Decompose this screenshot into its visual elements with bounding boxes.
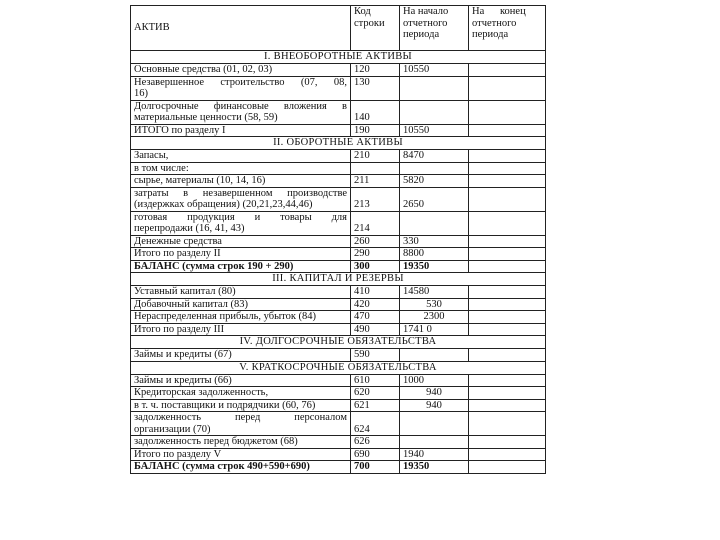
table-row <box>131 311 546 324</box>
table-cell <box>469 323 546 336</box>
table-cell: 590 <box>351 349 400 362</box>
table-cell: 610 <box>351 374 400 387</box>
table-row <box>131 298 546 311</box>
table-cell <box>469 150 546 163</box>
table-cell: 2300 <box>400 311 469 324</box>
table-cell: 10550 <box>400 64 469 77</box>
table-cell: 1940 <box>400 448 469 461</box>
table-cell: Итого по разделу III <box>131 323 351 336</box>
table-cell: БАЛАНС (сумма строк 490+590+690) <box>131 461 351 474</box>
table-row <box>131 399 546 412</box>
table-cell: 213 <box>351 187 400 211</box>
header-start: На начало отчетного периода <box>400 6 469 51</box>
table-cell <box>400 76 469 100</box>
table-cell <box>469 311 546 324</box>
table-row <box>131 150 546 163</box>
table-cell: 120 <box>351 64 400 77</box>
section-title: IV. ДОЛГОСРОЧНЫЕ ОБЯЗАТЕЛЬСТВА <box>131 336 546 349</box>
table-cell: 260 <box>351 235 400 248</box>
balance-sheet-table <box>130 5 546 474</box>
table-cell: 5820 <box>400 175 469 188</box>
table-cell: 214 <box>351 211 400 235</box>
table-cell <box>469 286 546 299</box>
table-cell: 690 <box>351 448 400 461</box>
table-cell: Займы и кредиты (66) <box>131 374 351 387</box>
table-cell: 10550 <box>400 124 469 137</box>
section-title: V. КРАТКОСРОЧНЫЕ ОБЯЗАТЕЛЬСТВА <box>131 361 546 374</box>
table-cell <box>469 76 546 100</box>
table-cell: сырье, материалы (10, 14, 16) <box>131 175 351 188</box>
table-cell: Нераспределенная прибыль, убыток (84) <box>131 311 351 324</box>
table-row <box>131 187 546 211</box>
section-title: II. ОБОРОТНЫЕ АКТИВЫ <box>131 137 546 150</box>
table-cell: Уставный капитал (80) <box>131 286 351 299</box>
table-row <box>131 436 546 449</box>
table-cell <box>469 374 546 387</box>
table-cell: Основные средства (01, 02, 03) <box>131 64 351 77</box>
table-cell <box>469 100 546 124</box>
table-row <box>131 349 546 362</box>
table-cell <box>469 235 546 248</box>
table-cell: 1741 0 <box>400 323 469 336</box>
table-cell: 410 <box>351 286 400 299</box>
table-cell: Добавочный капитал (83) <box>131 298 351 311</box>
table-cell <box>400 100 469 124</box>
table-cell: 290 <box>351 248 400 261</box>
table-cell: 330 <box>400 235 469 248</box>
table-row <box>131 235 546 248</box>
table-cell: 700 <box>351 461 400 474</box>
table-row <box>131 76 546 100</box>
table-row <box>131 412 546 436</box>
header-end: На конец отчетного периода <box>469 6 546 51</box>
table-cell: 1000 <box>400 374 469 387</box>
table-cell: затраты в незавершенном производстве (издержках обращения) (20,21,23,44,46) <box>131 187 351 211</box>
table-row <box>131 260 546 273</box>
table-cell: задолженность перед персоналом организации (70) <box>131 412 351 436</box>
table-cell <box>469 162 546 175</box>
table-row <box>131 64 546 77</box>
table-cell: 19350 <box>400 461 469 474</box>
table-cell: 2650 <box>400 187 469 211</box>
table-cell <box>469 64 546 77</box>
table-cell: 530 <box>400 298 469 311</box>
table-cell: 621 <box>351 399 400 412</box>
table-row <box>131 162 546 175</box>
table-cell <box>469 448 546 461</box>
table-cell <box>469 260 546 273</box>
table-cell <box>469 387 546 400</box>
table-row <box>131 248 546 261</box>
table-cell: 620 <box>351 387 400 400</box>
table-cell: 940 <box>400 387 469 400</box>
table-cell: Итого по разделу II <box>131 248 351 261</box>
table-cell: 420 <box>351 298 400 311</box>
table-row <box>131 211 546 235</box>
table-cell: готовая продукция и товары для перепродажи (16, 41, 43) <box>131 211 351 235</box>
table-cell: в т. ч. поставщики и подрядчики (60, 76) <box>131 399 351 412</box>
table-cell: 211 <box>351 175 400 188</box>
table-cell: 624 <box>351 412 400 436</box>
table-cell: 14580 <box>400 286 469 299</box>
table-cell: Итого по разделу V <box>131 448 351 461</box>
table-row <box>131 323 546 336</box>
table-cell: 940 <box>400 399 469 412</box>
table-cell: 470 <box>351 311 400 324</box>
table-cell <box>469 124 546 137</box>
table-cell: в том числе: <box>131 162 351 175</box>
table-cell: Денежные средства <box>131 235 351 248</box>
table-cell <box>469 412 546 436</box>
section-title: I. ВНЕОБОРОТНЫЕ АКТИВЫ <box>131 51 546 64</box>
table-cell <box>351 162 400 175</box>
table-row <box>131 286 546 299</box>
table-cell: Займы и кредиты (67) <box>131 349 351 362</box>
table-cell <box>469 349 546 362</box>
table-cell: 130 <box>351 76 400 100</box>
table-cell: 190 <box>351 124 400 137</box>
table-cell <box>400 211 469 235</box>
table-cell: Незавершенное строительство (07, 08, 16) <box>131 76 351 100</box>
table-row <box>131 374 546 387</box>
table-cell: 8470 <box>400 150 469 163</box>
table-cell: БАЛАНС (сумма строк 190 + 290) <box>131 260 351 273</box>
table-cell <box>469 211 546 235</box>
table-row <box>131 448 546 461</box>
table-cell <box>469 175 546 188</box>
header-asset: АКТИВ <box>131 6 351 51</box>
table-cell: 626 <box>351 436 400 449</box>
table-cell <box>469 399 546 412</box>
table-row <box>131 461 546 474</box>
table-row <box>131 175 546 188</box>
table-cell: 140 <box>351 100 400 124</box>
table-cell <box>469 461 546 474</box>
table-cell <box>400 349 469 362</box>
table-row <box>131 124 546 137</box>
table-cell: Кредиторская задолженность, <box>131 387 351 400</box>
table-row <box>131 100 546 124</box>
header-code: Код строки <box>351 6 400 51</box>
table-cell: 8800 <box>400 248 469 261</box>
table-cell <box>469 187 546 211</box>
table-row <box>131 387 546 400</box>
table-cell: 300 <box>351 260 400 273</box>
table-cell: 19350 <box>400 260 469 273</box>
table-cell: Долгосрочные финансовые вложения в материальные ценности (58, 59) <box>131 100 351 124</box>
table-cell <box>400 162 469 175</box>
table-cell: 490 <box>351 323 400 336</box>
table-cell <box>469 298 546 311</box>
table-cell <box>400 436 469 449</box>
section-title: III. КАПИТАЛ И РЕЗЕРВЫ <box>131 273 546 286</box>
table-cell <box>469 248 546 261</box>
table-cell: ИТОГО по разделу I <box>131 124 351 137</box>
table-cell <box>400 412 469 436</box>
table-cell: Запасы, <box>131 150 351 163</box>
header-row <box>131 6 546 51</box>
table-cell: задолженность перед бюджетом (68) <box>131 436 351 449</box>
table-cell: 210 <box>351 150 400 163</box>
table-cell <box>469 436 546 449</box>
